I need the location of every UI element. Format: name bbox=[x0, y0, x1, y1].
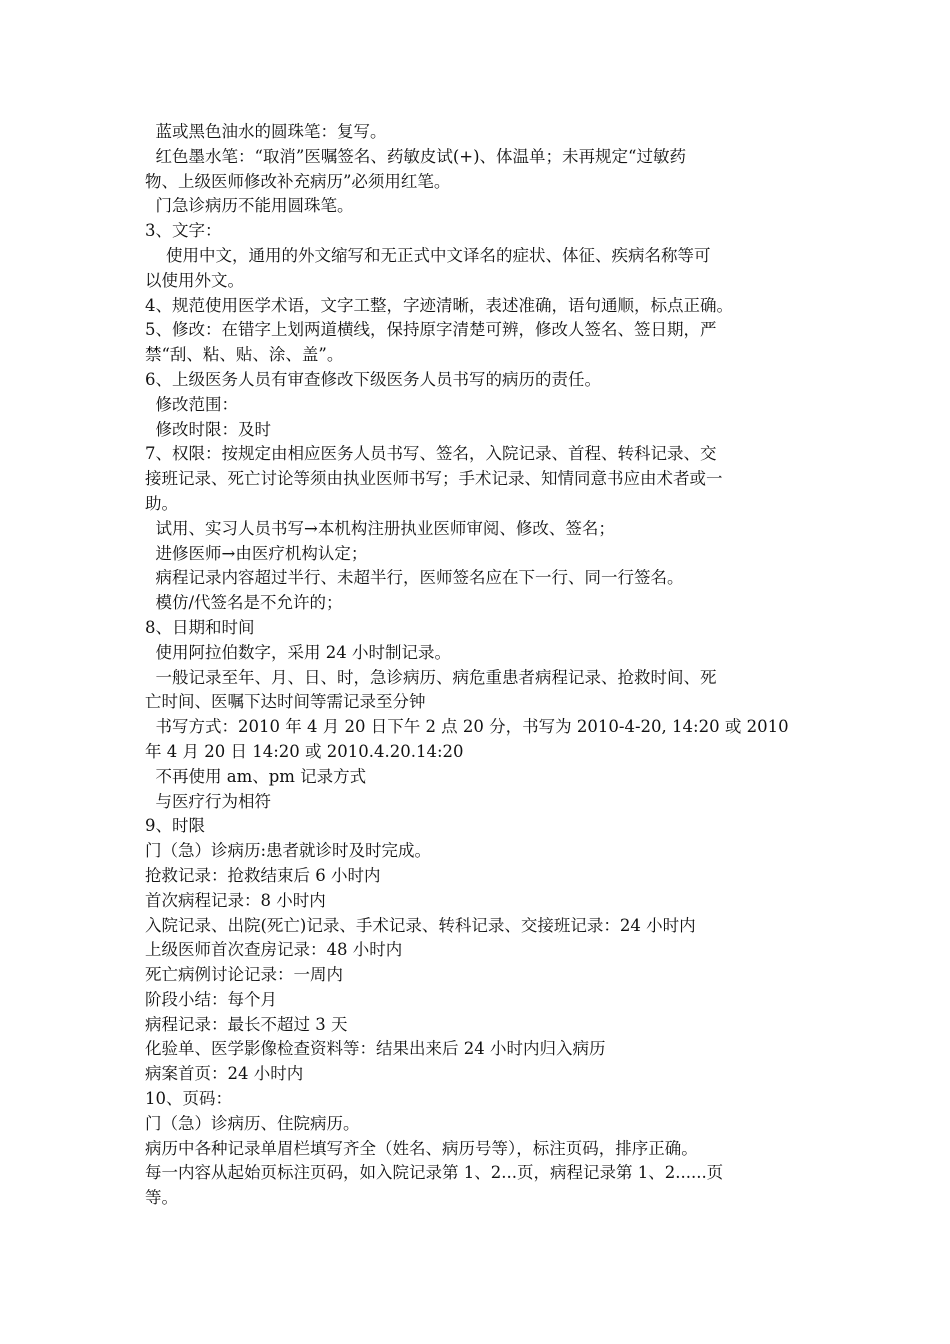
text-line: 化验单、医学影像检查资料等：结果出来后 24 小时内归入病历 bbox=[145, 1039, 606, 1059]
text-line: 禁“刮、粘、贴、涂、盖”。 bbox=[145, 345, 344, 365]
text-line: 使用中文，通用的外文缩写和无正式中文译名的症状、体征、疾病名称等可 bbox=[145, 245, 711, 265]
text-line: 年 4 月 20 日 14:20 或 2010.4.20.14:20 bbox=[145, 741, 464, 761]
text-line: 门急诊病历不能用圆珠笔。 bbox=[145, 196, 354, 216]
section-heading: 4、规范使用医学术语，文字工整，字迹清晰，表述准确，语句通顺，标点正确。 bbox=[145, 295, 733, 315]
text-line: 病程记录：最长不超过 3 天 bbox=[145, 1014, 348, 1034]
section-heading: 3、文字： bbox=[145, 221, 222, 241]
text-line: 以使用外文。 bbox=[145, 270, 244, 290]
section-heading: 9、时限 bbox=[145, 816, 205, 836]
text-line: 蓝或黑色油水的圆珠笔：复写。 bbox=[145, 122, 387, 141]
section-heading: 7、权限：按规定由相应医务人员书写、签名，入院记录、首程、转科记录、交 bbox=[145, 444, 717, 464]
section-heading: 10、页码： bbox=[145, 1089, 232, 1109]
text-line: 不再使用 am、pm 记录方式 bbox=[145, 766, 367, 786]
text-line: 助。 bbox=[145, 493, 178, 513]
text-line: 修改时限：及时 bbox=[145, 419, 271, 439]
text-line: 死亡病例讨论记录：一周内 bbox=[145, 965, 343, 985]
text-line: 一般记录至年、月、日、时，急诊病历、病危重患者病程记录、抢救时间、死 bbox=[145, 667, 717, 687]
text-line: 抢救记录：抢救结束后 6 小时内 bbox=[145, 865, 381, 885]
text-line: 亡时间、医嘱下达时间等需记录至分钟 bbox=[145, 692, 426, 712]
text-line: 与医疗行为相符 bbox=[145, 791, 271, 811]
document-body bbox=[145, 120, 817, 1211]
text-line: 等。 bbox=[145, 1188, 178, 1208]
text-line: 书写方式：2010 年 4 月 20 日下午 2 点 20 分，书写为 2010-4-20, 14:20 或 2010 bbox=[145, 717, 789, 737]
text-line: 上级医师首次查房记录：48 小时内 bbox=[145, 940, 403, 960]
text-line: 病程记录内容超过半行、未超半行，医师签名应在下一行、同一行签名。 bbox=[145, 568, 684, 588]
text-line: 物、上级医师修改补充病历”必须用红笔。 bbox=[145, 171, 451, 191]
section-heading: 6、上级医务人员有审查修改下级医务人员书写的病历的责任。 bbox=[145, 369, 601, 389]
text-line: 每一内容从起始页标注页码，如入院记录第 1、2...页，病程记录第 1、2......页 bbox=[145, 1163, 724, 1183]
section-heading: 5、修改：在错字上划两道横线，保持原字清楚可辨，修改人签名、签日期，严 bbox=[145, 320, 717, 340]
text-line: 使用阿拉伯数字，采用 24 小时制记录。 bbox=[145, 642, 451, 662]
text-line: 进修医师→由医疗机构认定； bbox=[145, 543, 368, 563]
text-line: 修改范围： bbox=[145, 394, 238, 414]
text-line: 红色墨水笔：“取消”医嘱签名、药敏皮试(+)、体温单；未再规定“过敏药 bbox=[145, 146, 686, 166]
text-line: 门（急）诊病历、住院病历。 bbox=[145, 1113, 360, 1133]
text-line: 病案首页：24 小时内 bbox=[145, 1064, 304, 1084]
text-line: 入院记录、出院(死亡)记录、手术记录、转科记录、交接班记录：24 小时内 bbox=[145, 915, 696, 935]
text-line: 首次病程记录：8 小时内 bbox=[145, 890, 326, 910]
section-heading: 8、日期和时间 bbox=[145, 617, 255, 637]
text-line: 病历中各种记录单眉栏填写齐全（姓名、病历号等），标注页码，排序正确。 bbox=[145, 1138, 698, 1158]
text-line: 接班记录、死亡讨论等须由执业医师书写；手术记录、知情同意书应由术者或一 bbox=[145, 469, 723, 489]
text-line: 门（急）诊病历:患者就诊时及时完成。 bbox=[145, 841, 432, 861]
text-line: 试用、实习人员书写→本机构注册执业医师审阅、修改、签名； bbox=[145, 518, 615, 538]
text-line: 模仿/代签名是不允许的； bbox=[145, 593, 343, 613]
text-line: 阶段小结：每个月 bbox=[145, 989, 277, 1009]
